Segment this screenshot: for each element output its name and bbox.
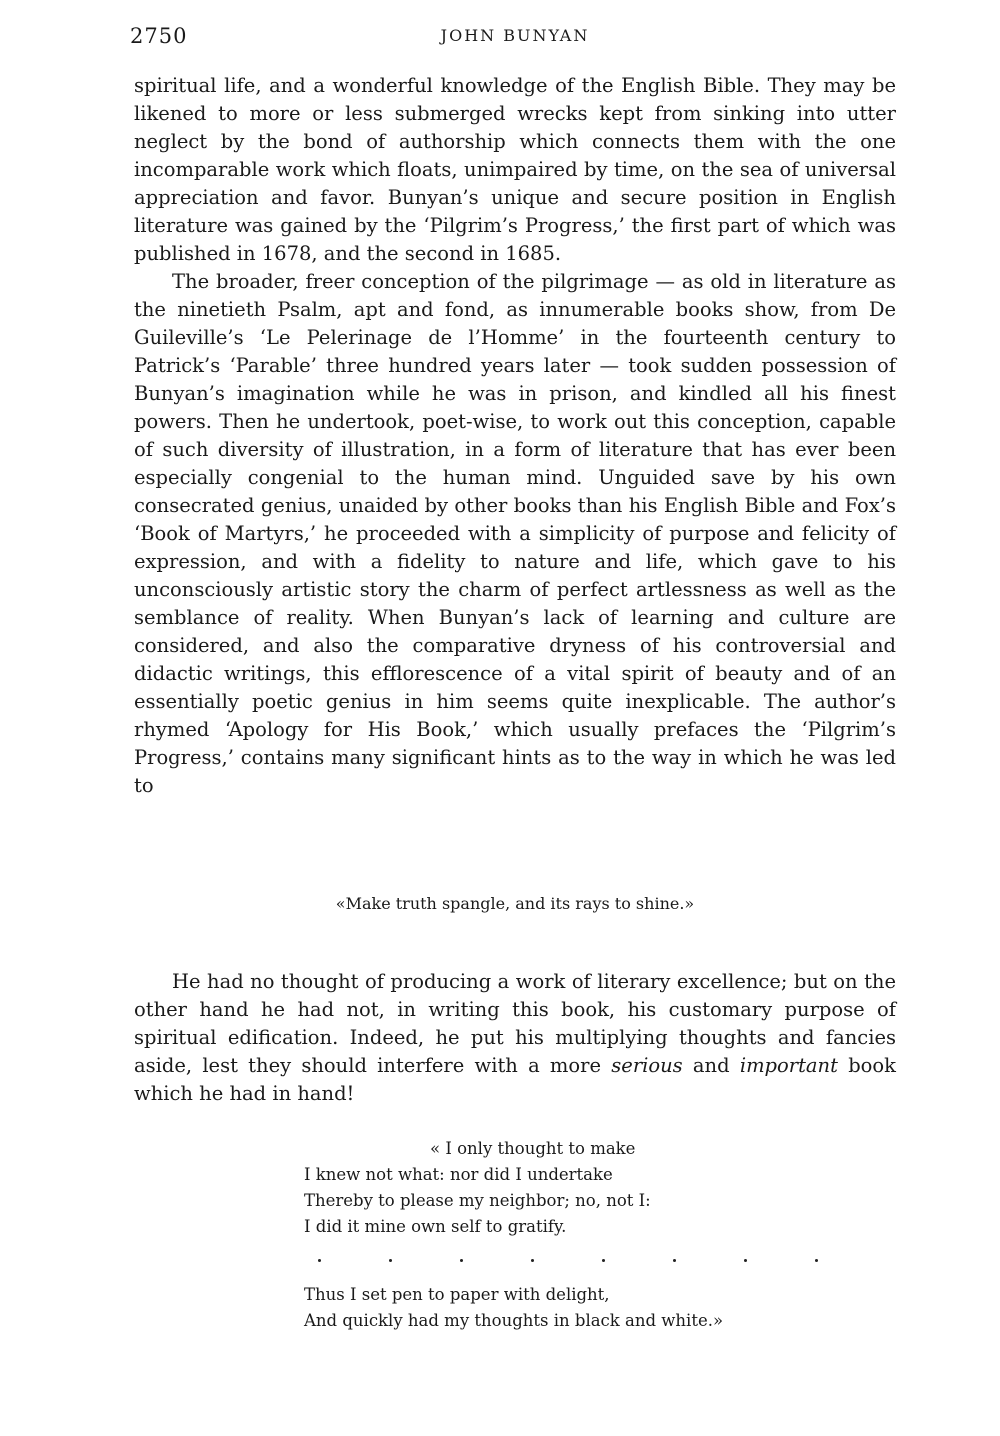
paragraph-3 — [134, 968, 896, 1108]
italic-important: important — [739, 1053, 838, 1077]
dot — [744, 1259, 747, 1262]
block-quote: «Make truth spangle, and its rays to shine.» — [335, 894, 695, 913]
verse-stanza-1 — [304, 1136, 824, 1240]
italic-serious: serious — [611, 1053, 683, 1077]
dot — [815, 1259, 818, 1262]
verse-line: Thus I set pen to paper with delight, — [304, 1285, 610, 1304]
paragraph-1: spiritual life, and a wonderful knowledge of the English Bible. They may be likened to more or less submerged wrecks kept from sinking into utter neglect by the bond of authorship which connects them with the one incomparable work which floats, unimpaired by time, on the sea of universal appreciation and favor. Bunyan’s unique and secure position in English literature was gained by the ‘Pilgrim’s Progress,’ the first part of which was published in 1678, and the second in 1685. — [134, 74, 896, 265]
running-head: JOHN BUNYAN — [440, 26, 590, 45]
dot — [673, 1259, 676, 1262]
dot — [389, 1259, 392, 1262]
verse-line: « I only thought to make — [430, 1139, 636, 1158]
page-number: 2750 — [130, 24, 188, 48]
verse-line: I did it mine own self to gratify. — [304, 1217, 567, 1236]
paragraph-3-text-c: book which he had in hand! — [134, 1053, 896, 1105]
verse-stanza-2 — [304, 1282, 844, 1334]
ellipsis-dots — [318, 1247, 818, 1267]
verse-line: I knew not what: nor did I undertake — [304, 1165, 613, 1184]
paragraph-2: The broader, freer conception of the pilgrimage — as old in literature as the ninetieth Psalm, apt and fond, as innumerable books show, from De Guileville’s ‘Le Pelerinage de l’Homme’ in the fourteenth century to Patrick’s ‘Parable’ three hundred years later — took sudden possession of Bunyan’s imagination while he was in prison, and kindled all his finest powers. Then he undertook, poet-wise, to work out this conception, capable of such diversity of illustration, in a form of literature that has ever been especially congenial to the human mind. Unguided save by his own consecrated genius, unaided by other books than his English Bible and Fox’s ‘Book of Martyrs,’ he proceeded with a simplicity of purpose and felicity of expression, and with a fidelity to nature and life, which gave to his unconsciously artistic story the charm of perfect artlessness as well as the semblance of reality. When Bunyan’s lack of learning and culture are considered, and also the comparative dryness of his controversial and didactic writings, this efflorescence of a vital spirit of beauty and of an essentially poetic genius in him seems quite inexplicable. The author’s rhymed ‘Apology for His Book,’ which usually prefaces the ‘Pilgrim’s Progress,’ contains many significant hints as to the way in which he was led to — [134, 270, 896, 797]
dot — [318, 1259, 321, 1262]
page-header — [130, 24, 900, 54]
paragraph-3-text-a: He had no thought of producing a work of literary excellence; but on the other hand he had not, in writing this book, his customary purpose of spiritual edification. Indeed, he put his multiplying thoughts and fancies aside, lest they should interfere with a more — [134, 969, 896, 1077]
verse-line: Thereby to please my neighbor; no, not I: — [304, 1191, 651, 1210]
dot — [460, 1259, 463, 1262]
main-text — [134, 72, 896, 800]
dot — [602, 1259, 605, 1262]
paragraph-3-text-b: and — [682, 1053, 740, 1077]
dot — [531, 1259, 534, 1262]
verse-line: And quickly had my thoughts in black and white.» — [304, 1311, 724, 1330]
